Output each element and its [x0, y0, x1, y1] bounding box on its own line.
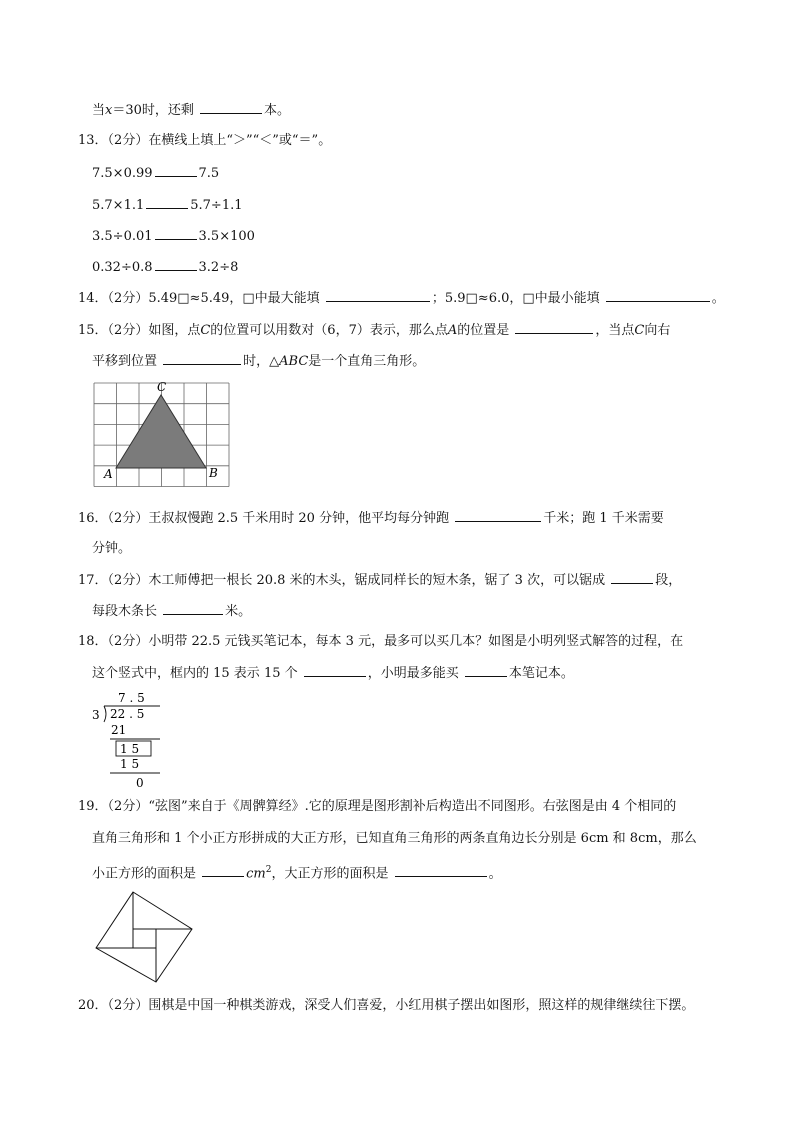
answer-blank[interactable] [304, 663, 366, 677]
question-20: 20．（2分）围棋是中国一种棋类游戏，深受人们喜爱，小红用棋子摆出如图形，照这样的规律继续往下摆。 [78, 998, 695, 1013]
question-19-line2: 直角三角形和 1 个小正方形拼成的大正方形，已知直角三角形的两条直角边长分别是 6cm 和 8cm，那么 [92, 831, 697, 846]
answer-blank[interactable] [515, 320, 593, 334]
answer-blank[interactable] [606, 288, 710, 302]
answer-blank[interactable] [146, 195, 188, 209]
long-division-figure [88, 688, 178, 792]
answer-blank[interactable] [465, 663, 507, 677]
quotient: 7 . 5 [118, 691, 145, 705]
question-15: 15．（2分）如图，点C的位置可以用数对（6，7）表示，那么点A的位置是 ，当点C向右 [78, 320, 670, 341]
question-16-line2: 分钟。 [92, 541, 132, 556]
answer-blank[interactable] [455, 508, 541, 522]
question-17-line2: 每段木条长 米。 [92, 601, 251, 622]
point-label-b: B [209, 466, 218, 480]
answer-blank[interactable] [202, 863, 244, 877]
answer-blank[interactable] [155, 226, 197, 240]
answer-blank[interactable] [326, 288, 430, 302]
question-15-line2: 平移到位置 时，△ABC是一个直角三角形。 [92, 351, 425, 372]
q12-tail: 当x＝30时，还剩 本。 [92, 100, 290, 121]
point-label-c: C [157, 380, 167, 394]
question-19-line3: 小正方形的面积是 $cm^2$，大正方形的面积是 。 [92, 865, 502, 882]
question-19: 19．（2分）“弦图”来自于《周髀算经》.它的原理是图形割补后构造出不同图形。右弦图是由 4 个相同的 [78, 799, 677, 814]
answer-blank[interactable] [163, 351, 241, 365]
compare-row: 5.7×1.1 5.7÷1.1 [92, 195, 243, 216]
chord-diagram-figure [92, 888, 198, 984]
triangle-abc [116, 395, 206, 468]
compare-row: 3.5÷0.01 3.5×100 [92, 226, 255, 247]
question-18-line2: 这个竖式中，框内的 15 表示 15 个 ，小明最多能买 本笔记本。 [92, 663, 574, 684]
answer-blank[interactable] [163, 601, 223, 615]
question-13: 13．（2分）在横线上填上“＞”“＜”或“＝”。 [78, 133, 332, 148]
final-remainder: 0 [136, 776, 144, 790]
question-14: 14．（2分）5.49□≈5.49，□中最大能填 ；5.9□≈6.0，□中最小能填 。 [78, 288, 725, 309]
point-label-a: A [104, 467, 113, 481]
answer-blank[interactable] [155, 257, 197, 271]
question-18: 18．（2分）小明带 22.5 元钱买笔记本，每本 3 元，最多可以买几本？如图是小明列竖式解答的过程，在 [78, 634, 684, 649]
compare-row: 7.5×0.99 7.5 [92, 163, 219, 184]
compare-row: 0.32÷0.8 3.2÷8 [92, 257, 238, 278]
divisor: 3 [92, 708, 100, 722]
answer-blank[interactable] [200, 100, 262, 114]
answer-blank[interactable] [395, 863, 487, 877]
step-product-2: 1 5 [120, 757, 140, 771]
step-product: 21 [111, 723, 127, 737]
question-17: 17．（2分）木工师傅把一根长 20.8 米的木头，锯成同样长的短木条，锯了 3 次，可以锯成 段， [78, 570, 681, 591]
answer-blank[interactable] [611, 570, 653, 584]
step-remainder: 1 5 [120, 742, 140, 756]
dividend: 22 . 5 [110, 707, 145, 721]
answer-blank[interactable] [155, 163, 197, 177]
grid-triangle-figure [88, 378, 238, 488]
question-16: 16．（2分）王叔叔慢跑 2.5 千米用时 20 分钟，他平均每分钟跑 千米；跑 1 千米需要 [78, 508, 664, 529]
